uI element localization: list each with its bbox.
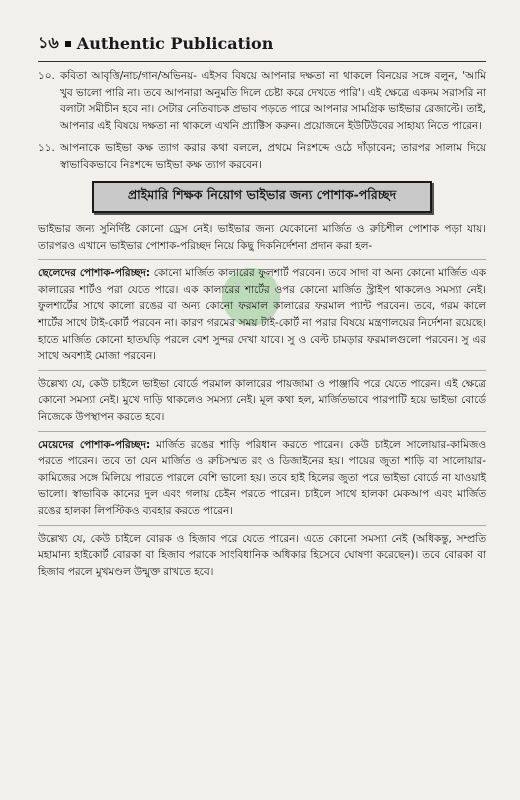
divider xyxy=(38,259,486,260)
square-bullet-icon xyxy=(65,41,71,47)
intro-paragraph: ভাইভার জন্য সুনির্দিষ্ট কোনো ড্রেস নেই। ভাইভার জন্য যেকোনো মার্জিত ও রুচিশীল পোশাক পড়া যায়। তারপরও এখানে ভাইভার পোশাক-পরিচ্ছদ নিয়ে কিছু দিকনির্দেশনা প্রদান করা হল- xyxy=(38,223,486,252)
page-header xyxy=(38,30,486,62)
divider xyxy=(38,370,486,371)
item-number: ১১. xyxy=(38,142,55,154)
publisher-name: Authentic Publication xyxy=(76,34,274,53)
note-paragraph: উল্লেখ্য যে, কেউ চাইলে বোরক ও হিজাব পরে যেতে পারেন। এতে কোনো সমস্যা নেই (অধিকন্তু, সম্প্রতি মহামান্য হাইকোর্ট বোরকা বা হিজাব পরাকে সাংবিধানিক অধিকার হিসেবে ঘোষণা করেছেন)। তবে বোরকা বা হিজাব পরলে মুখমণ্ডল উন্মুক্ত রাখতে হবে। xyxy=(38,532,486,578)
section-heading: প্রাইমারি শিক্ষক নিয়োগ ভাইভার জন্য পোশাক-পরিচ্ছদ xyxy=(92,181,432,213)
item-number: ১০. xyxy=(38,70,55,82)
page-number: ১৬ xyxy=(38,33,59,52)
note-paragraph: উল্লেখ্য যে, কেউ চাইলে ভাইভা বোর্ডে পরমাল কালারের পায়জামা ও পাঞ্জাবি পরে যেতে পারেন। এই ক্ষেত্রে কোনো সমস্যা নেই। মুখে দাড়ি থাকলেও সমস্যা নেই। মূল কথা হল, মার্জিতভাবে পারপাটি হয়ে ভাইভা বোর্ডে নিজেকে উপস্থাপন করতে হবে। xyxy=(38,377,486,423)
boys-dress-label: ছেলেদের পোশাক-পরিচ্ছদ: xyxy=(38,267,151,280)
list-item xyxy=(38,140,486,173)
list-item xyxy=(38,68,486,134)
girls-dress-label: মেয়েদের পোশাক-পরিচ্ছদ: xyxy=(38,438,151,451)
item-text: কবিতা আবৃত্তি/নাচ/গান/অভিনয়- এইসব বিষয়ে আপনার দক্ষতা না থাকলে বিনয়ের সঙ্গে বলুন, 'আমি খুব ভালো পারি না। তবে আপনারা অনুমতি দিলে চেষ্টা করে দেখতে পারি'। এই ক্ষেত্রে একদম সরাসরি না বলাটা সমীচীন হবে না। সেটার নেতিবাচক প্রভাব পড়তে পারে আপনার সামগ্রিক ভাইভার রেজাল্টে। তাই, আপনার এই বিষয়ে দক্ষতা না থাকলে এখনি প্র্যাক্টিস করুন। প্রয়োজনে ইউটিউবের সাহায্য নিতে পারেন। xyxy=(60,70,486,132)
document-page xyxy=(38,30,486,585)
boys-dress-paragraph xyxy=(38,265,486,365)
item-text: আপনাকে ভাইভা কক্ষ ত্যাগ করার কথা বললে, প্রথমে নিঃশব্দে ওঠে দাঁড়াবেন; তারপর সালাম দিয়ে স্বাভাবিকভাবে নিঃশব্দে ভাইভা কক্ষ ত্যাগ করবেন। xyxy=(60,142,486,171)
boys-dress-text: কোনো মার্জিত কালারের ফুলশার্ট পরবেন। তবে সাদা বা অন্য কোনো মার্জিত এক কালারের শার্টও পরা যেতে পারে। এক কালারের শার্টের ওপর কোনো মার্জিত স্ট্রাইপ থাকলেও সমস্যা নেই। ফুলশার্টের সাথে কালো রঙের বা অন্য কোনো ফরমাল কালারের ফরমাল প্যান্ট পরবেন। তবে, গরম কালে শার্টের সাথে টাই-কোর্ট পরবেন না। কারণ গরমের সময় টাই-কোর্ট না পরার বিষয়ে মন্ত্রণালয়ের নির্দেশনা রয়েছে। হাতে মার্জিত কোনো হাতঘড়ি পরলে বেশ সুন্দর দেখা যাবে। সু ও বেল্ট চামড়ার ফরমালগুলো পরবেন। সু এর সাথে অবশ্যই মোজা পরবেন। xyxy=(38,267,486,363)
girls-dress-paragraph xyxy=(38,437,486,520)
divider xyxy=(38,525,486,526)
divider xyxy=(38,431,486,432)
girls-dress-text: মার্জিত রঙের শাড়ি পরিধান করতে পারেন। কেউ চাইলে সালোয়ার-কামিজও পরতে পারেন। তবে তা যেন মার্জিত ও রুচিসম্মত রং ও ডিজাইনের হয়। পায়ের জুতা শাড়ি বা সালোয়ার-কামিজের সঙ্গে মিলিয়ে পারতে পারলে বেশি ভালো হয়। তবে হাই হিলের জুতা পরে ভাইভা বোর্ডে না যাওয়াই ভালো। স্বাভাবিক কানের দুল এবং গলায় চেইন পরতে পারেন। চাইলে সাথে হালকা মেকআপ এবং মার্জিত রঙের হালকা লিপস্টিকও ব্যবহার করতে পারেন। xyxy=(38,438,486,517)
